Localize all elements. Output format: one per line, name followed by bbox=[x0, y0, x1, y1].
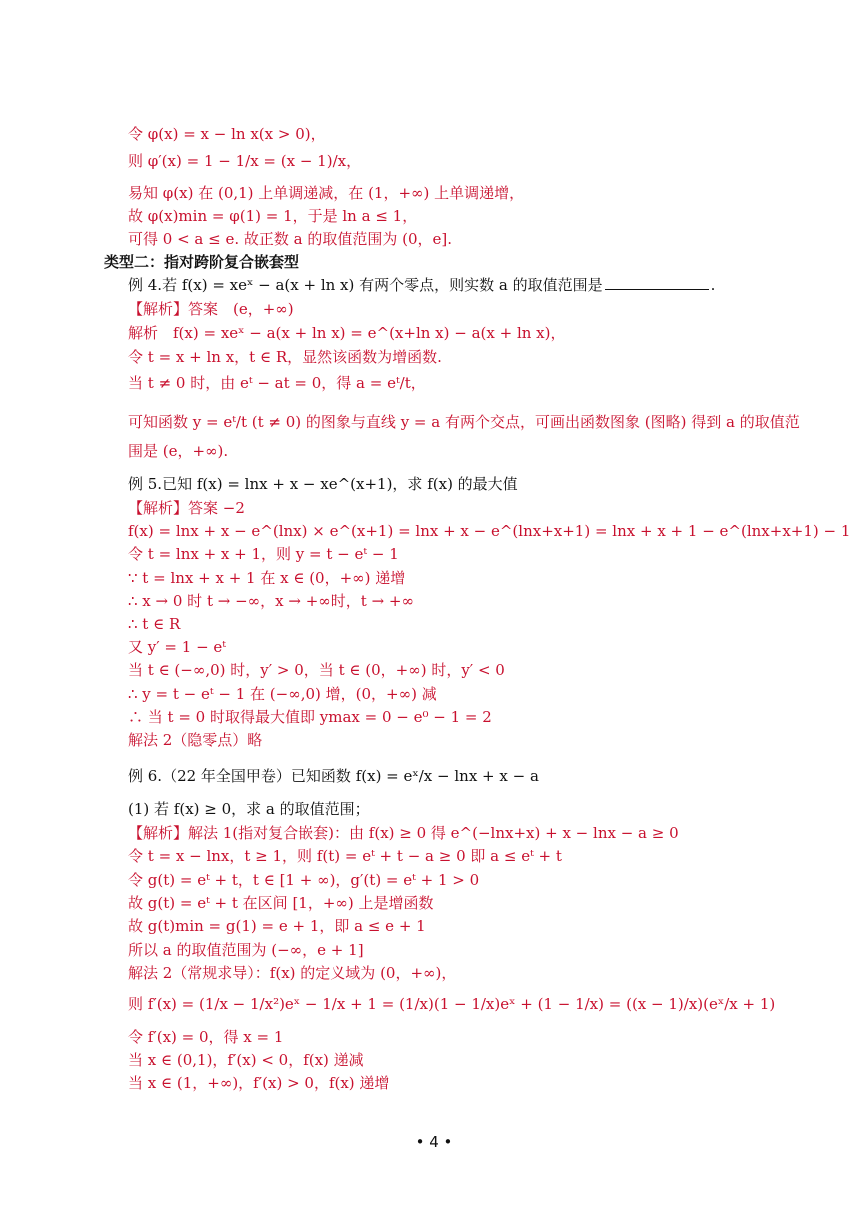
text-line: ∴ y = t − eᵗ − 1 在 (−∞,0) 增，(0，+∞) 减 bbox=[128, 685, 437, 703]
text-line: ∵ t = lnx + x + 1 在 x ∈ (0，+∞) 递增 bbox=[128, 569, 406, 587]
text-line: 令 t = x + ln x，t ∈ R，显然该函数为增函数. bbox=[128, 348, 442, 366]
text-line: 当 t ≠ 0 时，由 eᵗ − at = 0，得 a = eᵗ/t， bbox=[128, 374, 426, 392]
text-line: ∴ x → 0 时 t → −∞，x → +∞时，t → +∞ bbox=[128, 592, 414, 610]
text-line: 令 t = x − lnx，t ≥ 1，则 f(t) = eᵗ + t − a ≥ 0 即 a ≤ eᵗ + t bbox=[128, 847, 562, 865]
text-line: 【解析】答案 −2 bbox=[128, 499, 245, 517]
text-line: 令 t = lnx + x + 1，则 y = t − eᵗ − 1 bbox=[128, 545, 399, 563]
text-line: 所以 a 的取值范围为 (−∞，e + 1] bbox=[128, 941, 364, 959]
text-line: 【解析】答案 (e，+∞) bbox=[128, 300, 294, 318]
text-line: 围是 (e，+∞). bbox=[128, 442, 229, 460]
text-line: 故 φ(x)min = φ(1) = 1，于是 ln a ≤ 1， bbox=[128, 207, 418, 225]
section-heading: 类型二：指对跨阶复合嵌套型 bbox=[104, 253, 300, 271]
text-line: 解法 2（隐零点）略 bbox=[128, 731, 263, 749]
answer-blank bbox=[605, 277, 709, 290]
text-line: 当 t ∈ (−∞,0) 时，y′ > 0，当 t ∈ (0，+∞) 时，y′ < 0 bbox=[128, 661, 505, 679]
question-line: (1) 若 f(x) ≥ 0，求 a 的取值范围； bbox=[128, 800, 370, 818]
text-line: 故 g(t)min = g(1) = e + 1，即 a ≤ e + 1 bbox=[128, 917, 426, 935]
page-number: • 4 • bbox=[415, 1133, 453, 1151]
text-line: 故 g(t) = eᵗ + t 在区间 [1，+∞) 上是增函数 bbox=[128, 894, 434, 912]
text-line: 令 f′(x) = 0，得 x = 1 bbox=[128, 1028, 284, 1046]
text-line: 可知函数 y = eᵗ/t (t ≠ 0) 的图象与直线 y = a 有两个交点，可画出函数图象 (图略) 得到 a 的取值范 bbox=[128, 413, 800, 431]
text-line: 易知 φ(x) 在 (0,1) 上单调递减，在 (1，+∞) 上单调递增， bbox=[128, 184, 525, 202]
question-line: 例 5.已知 f(x) = lnx + x − xe^(x+1)，求 f(x) 的最大值 bbox=[128, 475, 518, 493]
text-line: 当 x ∈ (0,1)，f′(x) < 0，f(x) 递减 bbox=[128, 1051, 364, 1069]
text-line: 当 x ∈ (1，+∞)，f′(x) > 0，f(x) 递增 bbox=[128, 1074, 390, 1092]
text-line: 则 φ′(x) = 1 − 1/x = (x − 1)/x， bbox=[128, 152, 362, 170]
question-line: 例 6.（22 年全国甲卷）已知函数 f(x) = eˣ/x − lnx + x − a bbox=[128, 767, 539, 785]
text-line: 又 y′ = 1 − eᵗ bbox=[128, 638, 226, 656]
question-text: 例 4.若 f(x) = xeˣ − a(x + ln x) 有两个零点，则实数 a 的取值范围是 bbox=[128, 276, 603, 294]
text-line: ∴ 当 t = 0 时取得最大值即 ymax = 0 − e⁰ − 1 = 2 bbox=[128, 708, 492, 726]
text-line: 解析 f(x) = xeˣ − a(x + ln x) = e^(x+ln x) − a(x + ln x)， bbox=[128, 324, 566, 342]
text-line: 令 g(t) = eᵗ + t，t ∈ [1 + ∞)，g′(t) = eᵗ + 1 > 0 bbox=[128, 871, 480, 889]
text-line: ∴ t ∈ R bbox=[128, 615, 181, 633]
question-line: 例 4.若 f(x) = xeˣ − a(x + ln x) 有两个零点，则实数 a 的取值范围是 . bbox=[128, 276, 716, 294]
text-line: 令 φ(x) = x − ln x(x > 0)， bbox=[128, 125, 326, 143]
text-line: 解法 2（常规求导）：f(x) 的定义域为 (0，+∞)， bbox=[128, 964, 457, 982]
text-line: f(x) = lnx + x − e^(lnx) × e^(x+1) = lnx + x − e^(lnx+x+1) = lnx + x + 1 − e^(lnx+x+1) − 1 bbox=[128, 522, 851, 540]
text-line: 可得 0 < a ≤ e. 故正数 a 的取值范围为 (0，e]. bbox=[128, 230, 453, 248]
text-line: 则 f′(x) = (1/x − 1/x²)eˣ − 1/x + 1 = (1/x)(1 − 1/x)eˣ + (1 − 1/x) = ((x − 1)/x)(eˣ/x + 1) bbox=[128, 995, 776, 1013]
text-line: 【解析】解法 1(指对复合嵌套)：由 f(x) ≥ 0 得 e^(−lnx+x) + x − lnx − a ≥ 0 bbox=[128, 824, 679, 842]
